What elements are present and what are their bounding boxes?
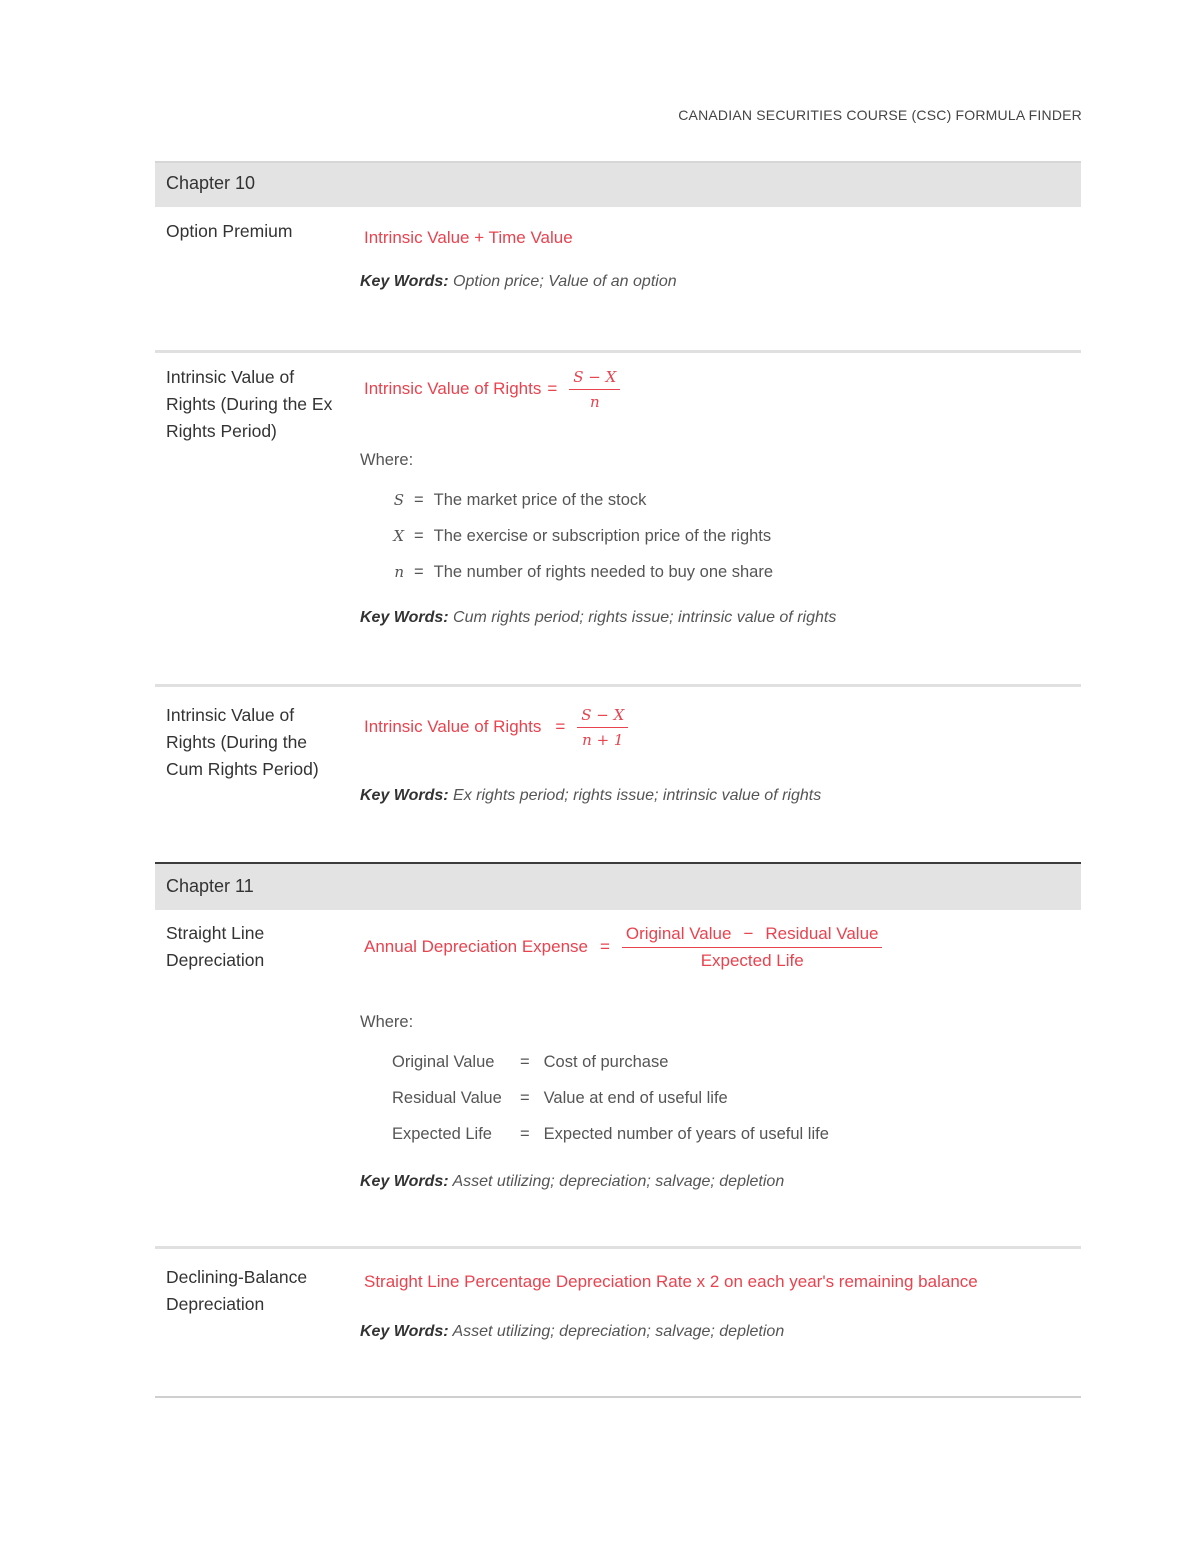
divider (155, 1246, 1081, 1249)
chapter-10-section (155, 161, 1081, 861)
definition-row (392, 563, 773, 582)
chapter-11-heading: Chapter 11 (155, 864, 1081, 910)
fraction-numerator: S − X (569, 368, 620, 390)
keywords-rights-ex (360, 609, 836, 627)
definition-text: The market price of the stock (433, 491, 647, 509)
definition-symbol: X (393, 527, 404, 545)
definition-symbol: Expected Life (392, 1125, 492, 1143)
divider (155, 161, 1081, 163)
numerator-residual-value: Residual Value (765, 924, 879, 943)
keywords-text: Option price; Value of an option (448, 273, 677, 290)
topic-rights-ex: Intrinsic Value of Rights (During the Ex Rights Period) (166, 367, 333, 441)
topic-option-premium: Option Premium (166, 221, 293, 241)
running-header: CANADIAN SECURITIES COURSE (CSC) FORMULA FINDER (678, 107, 1082, 123)
fraction-denominator: n + 1 (582, 731, 624, 749)
fraction (577, 706, 628, 749)
formula-lhs: Annual Depreciation Expense (364, 936, 588, 956)
definition-row (392, 491, 646, 510)
definition-symbol: Residual Value (392, 1089, 502, 1107)
keywords-label: Key Words: (360, 1173, 449, 1190)
fraction-denominator: n (589, 393, 600, 411)
minus-sign: − (743, 924, 754, 943)
topic-declining-balance: Declining-Balance Depreciation (166, 1267, 308, 1314)
definition-symbol: S (393, 491, 404, 509)
keywords-text: Asset utilizing; depreciation; salvage; depletion (448, 1173, 785, 1190)
chapter-11-section (155, 862, 1081, 1402)
keywords-declining-balance (360, 1323, 784, 1341)
definition-equals: = (414, 491, 424, 509)
chapter-divider (155, 862, 1081, 864)
keywords-straight-line (360, 1173, 784, 1191)
fraction-numerator (622, 924, 883, 948)
formula-option-premium: Intrinsic Value + Time Value (364, 228, 573, 247)
keywords-text: Ex rights period; rights issue; intrinsic value of rights (448, 787, 822, 804)
fraction (569, 368, 620, 411)
definition-symbol: n (394, 563, 404, 581)
formula-lhs: Intrinsic Value of Rights (364, 716, 542, 736)
fraction (622, 924, 883, 971)
definition-equals: = (414, 527, 424, 545)
keywords-label: Key Words: (360, 609, 449, 626)
definition-row (392, 1089, 728, 1108)
formula-declining-balance: Straight Line Percentage Depreciation Rate x 2 on each year's remaining balance (364, 1272, 978, 1291)
definition-row (392, 527, 771, 546)
keywords-label: Key Words: (360, 273, 449, 290)
definition-equals: = (520, 1053, 530, 1071)
formula-straight-line (364, 924, 882, 971)
fraction-numerator: S − X (577, 706, 628, 728)
definition-row (392, 1125, 829, 1144)
definition-symbol: Original Value (392, 1053, 495, 1071)
divider (155, 684, 1081, 687)
formula-rights-ex (364, 368, 620, 411)
chapter-10-heading: Chapter 10 (155, 161, 1081, 207)
keywords-text: Cum rights period; rights issue; intrinsic value of rights (448, 609, 837, 626)
keywords-text: Asset utilizing; depreciation; salvage; depletion (448, 1323, 785, 1340)
topic-rights-cum: Intrinsic Value of Rights (During the Cum Rights Period) (166, 705, 319, 779)
fraction-denominator: Expected Life (700, 951, 804, 970)
definition-equals: = (520, 1089, 530, 1107)
equals-sign: = (599, 936, 610, 956)
definition-text: The number of rights needed to buy one share (433, 563, 774, 581)
equals-sign: = (555, 716, 566, 736)
numerator-original-value: Original Value (625, 924, 732, 943)
keywords-label: Key Words: (360, 1323, 449, 1340)
definition-equals: = (520, 1125, 530, 1143)
formula-lhs: Intrinsic Value of Rights (364, 378, 542, 398)
definition-text: The exercise or subscription price of the rights (433, 527, 772, 545)
definition-row (392, 1053, 668, 1072)
topic-straight-line: Straight Line Depreciation (166, 923, 265, 970)
keywords-option-premium (360, 273, 677, 291)
keywords-rights-cum (360, 787, 821, 805)
definition-text: Cost of purchase (543, 1053, 669, 1071)
where-label: Where: (360, 451, 414, 469)
definition-text: Value at end of useful life (543, 1089, 728, 1107)
divider (155, 1396, 1081, 1398)
definition-text: Expected number of years of useful life (543, 1125, 829, 1143)
formula-rights-cum (364, 706, 628, 749)
keywords-label: Key Words: (360, 787, 449, 804)
divider (155, 350, 1081, 353)
definition-equals: = (414, 563, 424, 581)
where-label: Where: (360, 1013, 414, 1031)
equals-sign: = (547, 378, 558, 398)
